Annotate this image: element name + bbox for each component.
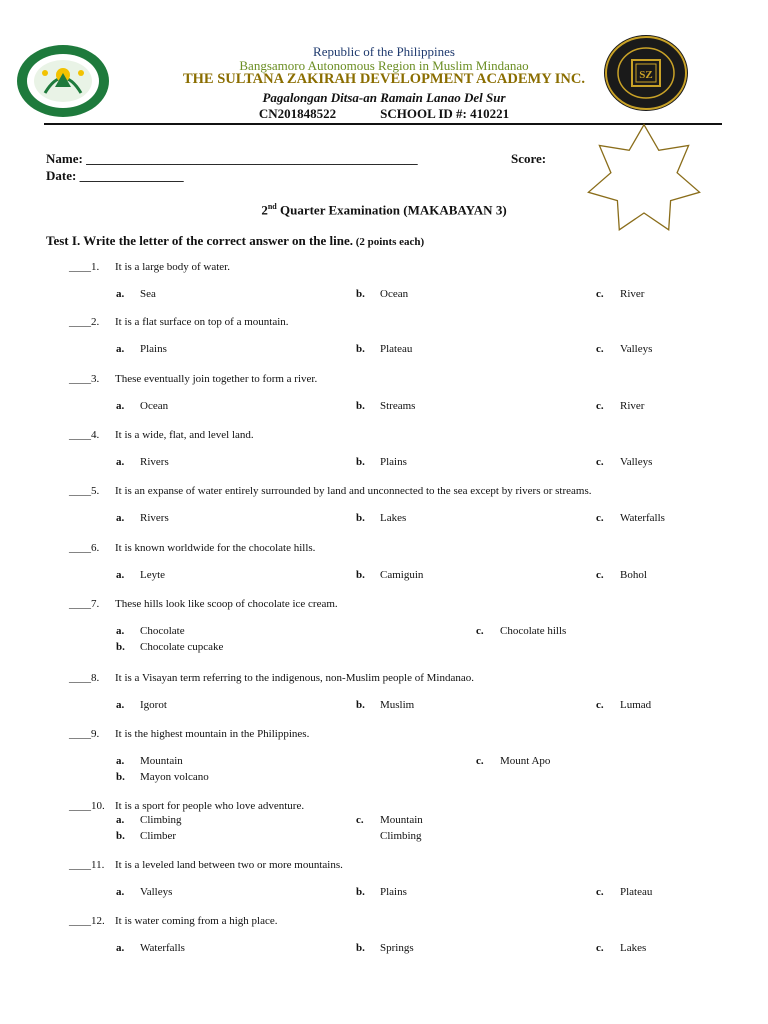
option-12-3[interactable] <box>596 942 646 954</box>
header-cn: CN201848522 <box>258 106 337 121</box>
option-text: Chocolate <box>140 625 185 637</box>
option-text: Springs <box>380 942 414 954</box>
header-school-name: THE SULTANA ZAKIRAH DEVELOPMENT ACADEMY INC. <box>182 71 586 87</box>
test-instruction-text: Test I. Write the letter of the correct answer on the line. <box>46 233 353 248</box>
option-9-3[interactable] <box>116 771 209 783</box>
option-letter: c. <box>476 625 484 637</box>
option-10-3[interactable] <box>116 830 176 842</box>
option-text: Valleys <box>620 343 653 355</box>
option-text: Lumad <box>620 699 652 711</box>
option-text: Climbing <box>140 814 182 826</box>
option-letter: c. <box>596 942 604 954</box>
option-letter: c. <box>476 755 484 767</box>
option-2-2[interactable] <box>356 343 412 355</box>
option-letter: a. <box>116 400 125 412</box>
question-7 <box>69 598 338 610</box>
option-letter: b. <box>116 641 125 653</box>
option-text: River <box>620 400 645 412</box>
option-letter: a. <box>116 456 125 468</box>
question-number[interactable]: ____10. <box>69 800 105 812</box>
question-number[interactable]: ____12. <box>69 915 105 927</box>
option-letter: c. <box>596 288 604 300</box>
option-12-1[interactable] <box>116 942 185 954</box>
option-letter: c. <box>596 456 604 468</box>
question-text: It is an expanse of water entirely surrounded by land and unconnected to the sea except by rivers or streams. <box>115 485 592 497</box>
question-8 <box>69 672 474 684</box>
option-text: Plateau <box>380 343 413 355</box>
option-letter: b. <box>116 771 125 783</box>
option-letter: a. <box>116 886 125 898</box>
option-letter: a. <box>116 288 125 300</box>
option-letter: a. <box>116 755 125 767</box>
option-9-1[interactable] <box>116 755 183 767</box>
option-5-2[interactable] <box>356 512 406 524</box>
option-text: Camiguin <box>380 569 424 581</box>
option-1-3[interactable] <box>596 288 644 300</box>
option-letter: a. <box>116 814 125 826</box>
question-5 <box>69 485 592 497</box>
option-3-1[interactable] <box>116 400 168 412</box>
test-points: (2 points each) <box>353 236 425 248</box>
exam-ordinal: 2 <box>261 202 268 218</box>
exam-ordinal-suffix: nd <box>267 202 277 211</box>
question-number[interactable]: ____8. <box>69 672 100 684</box>
option-1-1[interactable] <box>116 288 156 300</box>
option-7-3[interactable] <box>116 641 223 653</box>
option-8-1[interactable] <box>116 699 167 711</box>
option-letter: c. <box>596 569 604 581</box>
option-4-3[interactable] <box>596 456 652 468</box>
option-letter: b. <box>356 512 365 524</box>
question-9 <box>69 728 309 740</box>
test-instruction <box>46 233 424 249</box>
question-number[interactable]: ____11. <box>69 859 105 871</box>
option-8-3[interactable] <box>596 699 651 711</box>
option-text: Climbing <box>380 830 422 842</box>
question-text: It is water coming from a high place. <box>115 915 278 927</box>
question-text: It is a wide, flat, and level land. <box>115 429 254 441</box>
option-text: Valleys <box>140 886 173 898</box>
question-number[interactable]: ____9. <box>69 728 100 740</box>
question-2 <box>69 316 289 328</box>
question-text: It is a leveled land between two or more mountains. <box>115 859 343 871</box>
option-text: Lakes <box>380 512 407 524</box>
option-text: Rivers <box>140 512 169 524</box>
option-letter: b. <box>356 699 365 711</box>
seal-initials: SZ <box>639 69 653 81</box>
option-letter: b. <box>116 830 125 842</box>
question-number[interactable]: ____4. <box>69 429 100 441</box>
option-text: Ocean <box>140 400 169 412</box>
option-text: Plains <box>380 886 407 898</box>
option-letter: c. <box>596 699 604 711</box>
header-region: Bangsamoro Autonomous Region in Muslim Mindanao <box>239 58 529 73</box>
question-text: It is known worldwide for the chocolate hills. <box>115 542 316 554</box>
name-field[interactable]: Name: ___________________________________________________ <box>46 151 418 166</box>
option-10-1[interactable] <box>116 814 182 826</box>
date-field[interactable]: Date: ________________ <box>46 168 184 183</box>
option-letter: b. <box>356 400 365 412</box>
option-text: Streams <box>380 400 416 412</box>
option-text: Waterfalls <box>620 512 665 524</box>
question-text: It is the highest mountain in the Philippines. <box>115 728 310 740</box>
option-1-2[interactable] <box>356 288 408 300</box>
option-text: Rivers <box>140 456 169 468</box>
option-text: Igorot <box>140 699 167 711</box>
exam-title <box>0 202 768 218</box>
option-10-2[interactable] <box>356 814 423 826</box>
question-1 <box>69 261 230 273</box>
option-text: Chocolate cupcake <box>140 641 224 653</box>
option-11-1[interactable] <box>116 886 172 898</box>
option-text: Chocolate hills <box>500 625 567 637</box>
option-3-3[interactable] <box>596 400 644 412</box>
option-5-3[interactable] <box>596 512 665 524</box>
question-number[interactable]: ____2. <box>69 316 100 328</box>
option-letter: b. <box>356 456 365 468</box>
option-letter: b. <box>356 942 365 954</box>
option-text: River <box>620 288 645 300</box>
option-text: Valleys <box>620 456 653 468</box>
option-letter: a. <box>116 699 125 711</box>
option-text: Lakes <box>620 942 647 954</box>
question-12 <box>69 915 278 927</box>
option-12-2[interactable] <box>356 942 414 954</box>
option-text: Plateau <box>620 886 653 898</box>
score-star-box[interactable] <box>582 122 706 238</box>
option-6-1[interactable] <box>116 569 165 581</box>
option-letter: b. <box>356 343 365 355</box>
option-2-3[interactable] <box>596 343 652 355</box>
option-text: Mountain <box>140 755 183 767</box>
option-11-3[interactable] <box>596 886 652 898</box>
header-address: Pagalongan Ditsa-an Ramain Lanao Del Sur <box>262 90 506 105</box>
option-text: Climber <box>140 830 177 842</box>
option-2-1[interactable] <box>116 343 167 355</box>
question-text: It is a flat surface on top of a mountain. <box>115 316 289 328</box>
option-5-1[interactable] <box>116 512 169 524</box>
option-11-2[interactable] <box>356 886 407 898</box>
option-7-1[interactable] <box>116 625 185 637</box>
option-text: Plains <box>380 456 407 468</box>
option-text: Mayon volcano <box>140 771 209 783</box>
option-text: Sea <box>140 288 156 300</box>
option-10-4[interactable] <box>380 830 422 842</box>
option-letter: c. <box>596 343 604 355</box>
question-text: It is a sport for people who love adventure. <box>115 800 305 812</box>
question-10 <box>69 800 304 812</box>
question-text: These eventually join together to form a river. <box>115 373 318 385</box>
option-letter: c. <box>596 886 604 898</box>
option-text: Ocean <box>380 288 409 300</box>
option-text: Waterfalls <box>140 942 185 954</box>
option-letter: a. <box>116 512 125 524</box>
question-number[interactable]: ____5. <box>69 485 100 497</box>
question-number[interactable]: ____1. <box>69 261 100 273</box>
option-letter: a. <box>116 942 125 954</box>
option-letter: a. <box>116 343 125 355</box>
option-4-1[interactable] <box>116 456 169 468</box>
option-text: Bohol <box>620 569 647 581</box>
question-4 <box>69 429 254 441</box>
header-republic: Republic of the Philippines <box>313 44 455 59</box>
option-letter: c. <box>596 512 604 524</box>
option-8-2[interactable] <box>356 699 414 711</box>
option-9-2[interactable] <box>476 755 550 767</box>
option-6-3[interactable] <box>596 569 647 581</box>
option-letter: a. <box>116 569 125 581</box>
option-letter: c. <box>596 400 604 412</box>
option-text: Mount Apo <box>500 755 551 767</box>
exam-title-text: Quarter Examination (MAKABAYAN 3) <box>276 202 507 218</box>
option-text: Leyte <box>140 569 166 581</box>
option-3-2[interactable] <box>356 400 415 412</box>
option-text: Muslim <box>380 699 415 711</box>
option-6-2[interactable] <box>356 569 423 581</box>
question-6 <box>69 542 315 554</box>
question-3 <box>69 373 317 385</box>
option-text: Plains <box>140 343 167 355</box>
question-11 <box>69 859 343 871</box>
option-text: Mountain <box>380 814 423 826</box>
option-letter: c. <box>356 814 364 826</box>
question-number[interactable]: ____3. <box>69 373 100 385</box>
question-text: It is a Visayan term referring to the indigenous, non-Muslim people of Mindanao. <box>115 672 475 684</box>
option-letter: a. <box>116 625 125 637</box>
question-text: It is a large body of water. <box>115 261 230 273</box>
option-letter: b. <box>356 569 365 581</box>
header-school-id: SCHOOL ID #: 410221 <box>380 106 510 121</box>
question-text: These hills look like scoop of chocolate ice cream. <box>115 598 338 610</box>
question-number[interactable]: ____6. <box>69 542 100 554</box>
option-4-2[interactable] <box>356 456 407 468</box>
score-label: Score: <box>511 151 547 166</box>
option-letter: b. <box>356 288 365 300</box>
header-ids <box>0 106 768 121</box>
option-7-2[interactable] <box>476 625 566 637</box>
question-number[interactable]: ____7. <box>69 598 100 610</box>
option-letter: b. <box>356 886 365 898</box>
